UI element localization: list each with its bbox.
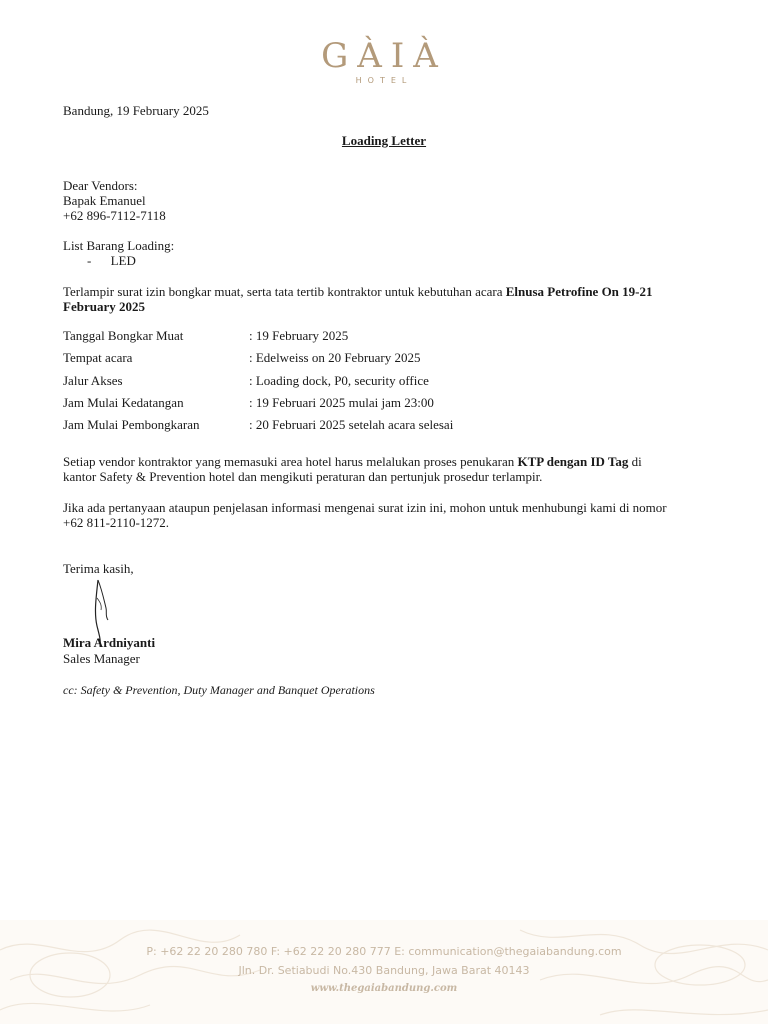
logo-subtitle: HOTEL <box>355 76 413 85</box>
hotel-logo <box>0 38 768 85</box>
intro-text: Terlampir surat izin bongkar muat, serta tata tertib kontraktor untuk kebutuhan acara <box>63 284 506 299</box>
greeting: Dear Vendors: <box>63 178 138 193</box>
detail-row <box>63 395 434 411</box>
signatory-name: Mira Ardniyanti <box>63 635 156 650</box>
footer-website: www.thegaiabandung.com <box>310 983 458 994</box>
detail-row <box>63 373 429 389</box>
para1-line2: kantor Safety & Prevention hotel dan mengikuti peraturan dan pertunjuk prosedur terlampir. <box>63 469 543 484</box>
para1-text: Setiap vendor kontraktor yang memasuki area hotel harus melalukan proses penukaran <box>63 454 518 469</box>
intro-line1 <box>63 284 653 300</box>
recipient-name: Bapak Emanuel <box>63 193 146 208</box>
detail-label: Tempat acara <box>63 350 133 365</box>
detail-row <box>63 328 348 344</box>
detail-value: : 19 February 2025 <box>249 328 349 343</box>
detail-value: : 20 Februari 2025 setelah acara selesai <box>249 417 454 432</box>
logo-wordmark: GÀIÀ <box>321 36 447 76</box>
list-bullet: - <box>87 253 92 268</box>
para1-bold: KTP dengan ID Tag <box>517 454 629 469</box>
date-line: Bandung, 19 February 2025 <box>63 103 209 118</box>
para2-line2: +62 811-2110-1272. <box>63 515 170 530</box>
list-heading: List Barang Loading: <box>63 238 175 253</box>
para1-line1 <box>63 454 642 470</box>
detail-value: : Edelweiss on 20 February 2025 <box>249 350 421 365</box>
detail-label: Jam Mulai Pembongkaran <box>63 417 200 432</box>
detail-label: Tanggal Bongkar Muat <box>63 328 184 343</box>
detail-value: : 19 Februari 2025 mulai jam 23:00 <box>249 395 434 410</box>
para2-line1: Jika ada pertanyaan ataupun penjelasan informasi mengenai surat izin ini, mohon untuk menhubungi kami di nomor <box>63 500 667 515</box>
letterhead-footer <box>0 920 768 1024</box>
letter-title: Loading Letter <box>341 133 427 148</box>
list-item <box>87 253 136 269</box>
para1-after: di <box>628 454 642 469</box>
closing: Terima kasih, <box>63 561 134 576</box>
signatory-title: Sales Manager <box>63 651 140 666</box>
footer-address: Jln. Dr. Setiabudi No.430 Bandung, Jawa Barat 40143 <box>238 964 530 977</box>
detail-value: : Loading dock, P0, security office <box>249 373 429 388</box>
footer-contact: P: +62 22 20 280 780 F: +62 22 20 280 777 E: communication@thegaiabandung.com <box>146 945 622 958</box>
detail-label: Jalur Akses <box>63 373 123 388</box>
list-item-label: LED <box>110 253 136 268</box>
event-date: February 2025 <box>63 299 145 314</box>
detail-row <box>63 350 421 366</box>
detail-label: Jam Mulai Kedatangan <box>63 395 184 410</box>
recipient-phone: +62 896-7112-7118 <box>63 208 166 223</box>
cc-line: cc: Safety & Prevention, Duty Manager and Banquet Operations <box>63 683 375 697</box>
detail-row <box>63 417 453 433</box>
event-name: Elnusa Petrofine On 19-21 <box>505 284 653 299</box>
